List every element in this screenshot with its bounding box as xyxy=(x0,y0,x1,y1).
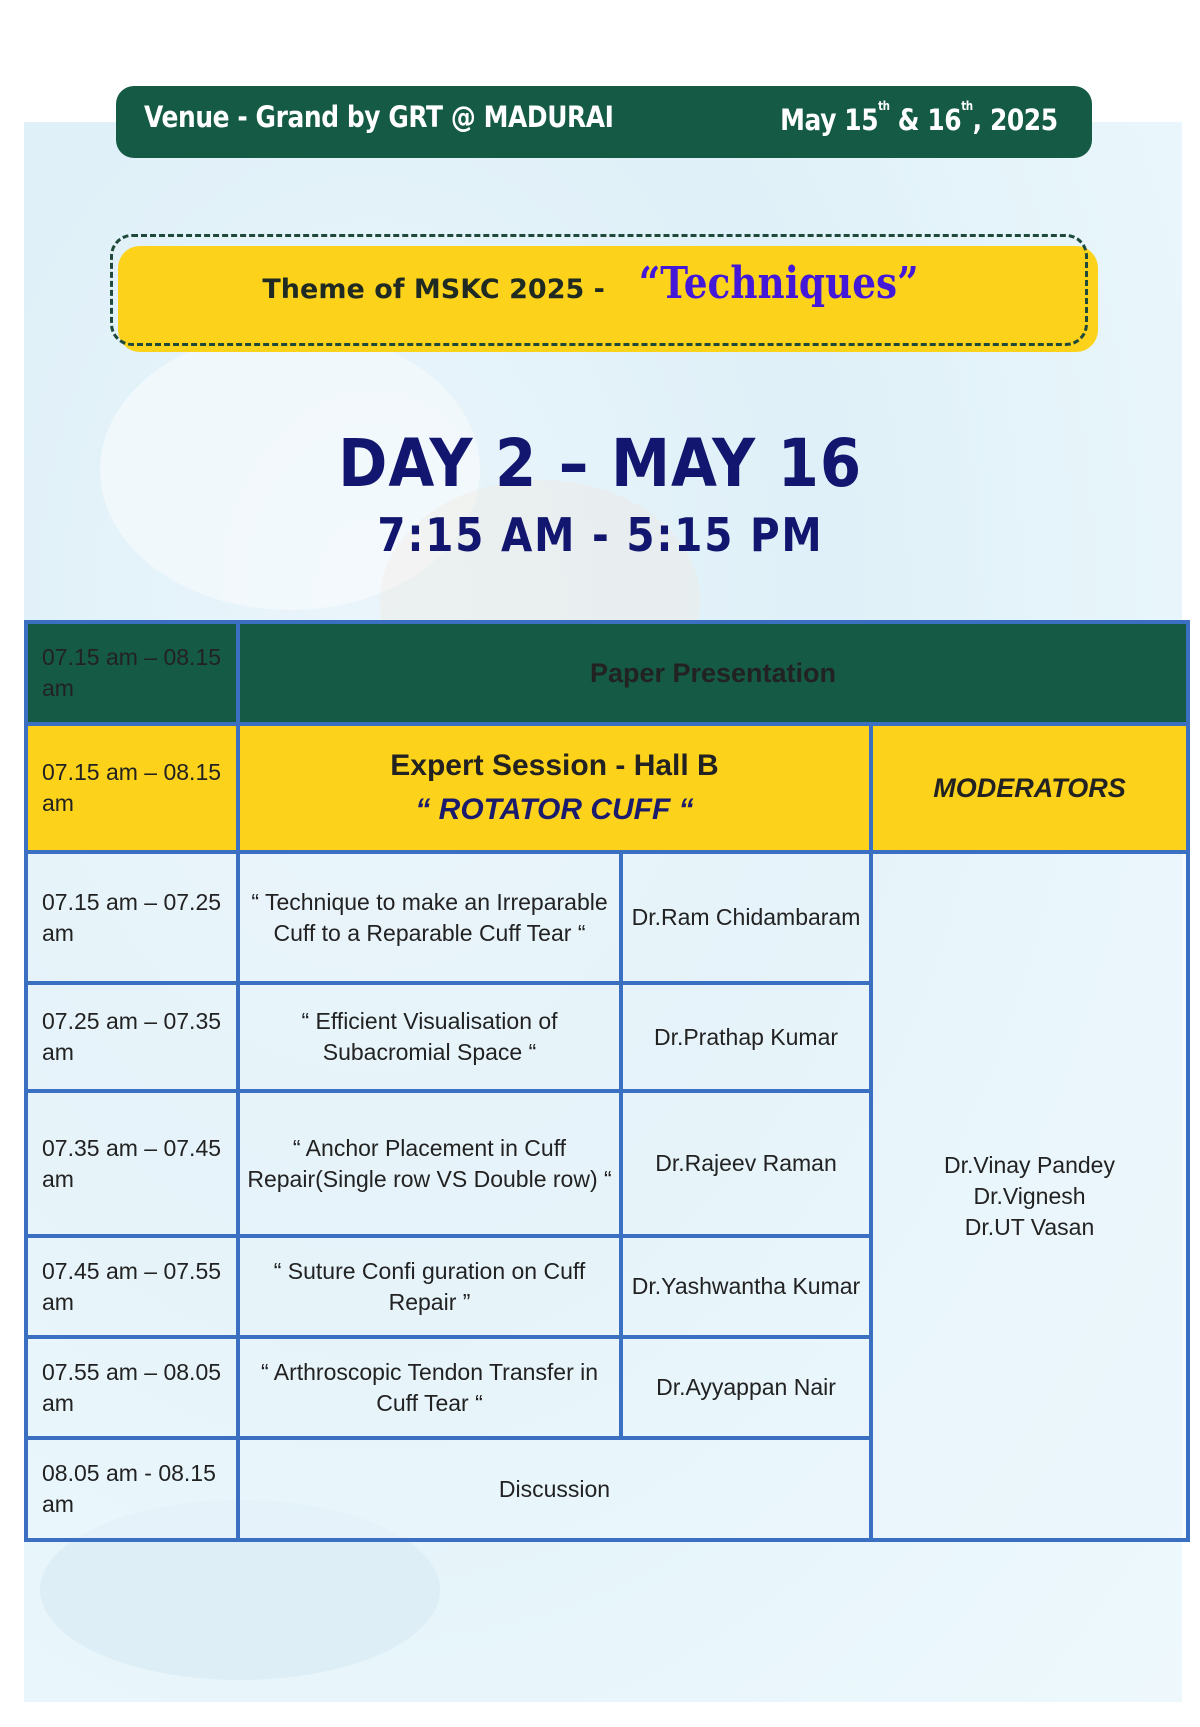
table-row xyxy=(26,724,1188,852)
venue-text: Venue - Grand by GRT @ MADURAI xyxy=(144,100,614,134)
event-dates: May 15th & 16th, 2025 xyxy=(780,99,1058,137)
discussion-cell: Discussion xyxy=(238,1438,871,1540)
time-cell: 07.35 am – 07.45 am xyxy=(26,1091,238,1236)
table-row xyxy=(26,622,1188,724)
time-cell: 08.05 am - 08.15 am xyxy=(26,1438,238,1540)
schedule-table xyxy=(24,620,1190,1542)
topic-cell: “ Efficient Visualisation of Subacromial Space “ xyxy=(238,983,621,1091)
moderators-list xyxy=(871,852,1188,1540)
topic-cell: “ Technique to make an Irreparable Cuff to a Reparable Cuff Tear “ xyxy=(238,852,621,983)
time-cell: 07.15 am – 07.25 am xyxy=(26,852,238,983)
day-time-range: 7:15 AM - 5:15 PM xyxy=(376,508,824,562)
time-cell: 07.15 am – 08.15 am xyxy=(26,622,238,724)
speaker-cell: Dr.Yashwantha Kumar xyxy=(621,1236,871,1337)
theme-label: Theme of MSKC 2025 - xyxy=(262,274,615,305)
speaker-cell: Dr.Ayyappan Nair xyxy=(621,1337,871,1438)
theme-text xyxy=(110,258,1096,309)
time-cell: 07.55 am – 08.05 am xyxy=(26,1337,238,1438)
speaker-cell: Dr.Ram Chidambaram xyxy=(621,852,871,983)
topic-cell: “ Arthroscopic Tendon Transfer in Cuff Tear “ xyxy=(238,1337,621,1438)
time-cell: 07.25 am – 07.35 am xyxy=(26,983,238,1091)
topic-cell: “ Anchor Placement in Cuff Repair(Single row VS Double row) “ xyxy=(238,1091,621,1236)
moderators-header: MODERATORS xyxy=(871,724,1188,852)
topic-cell: “ Suture Confi guration on Cuff Repair ” xyxy=(238,1236,621,1337)
moderator-name: Dr.UT Vasan xyxy=(964,1213,1095,1240)
moderator-name: Dr.Vignesh xyxy=(973,1182,1086,1209)
table-row xyxy=(26,852,1188,983)
speaker-cell: Dr.Prathap Kumar xyxy=(621,983,871,1091)
speaker-cell: Dr.Rajeev Raman xyxy=(621,1091,871,1236)
moderator-name: Dr.Vinay Pandey xyxy=(944,1151,1115,1178)
paper-presentation-title: Paper Presentation xyxy=(238,622,1188,724)
day-heading: DAY 2 – MAY 16 xyxy=(337,425,863,502)
time-cell: 07.45 am – 07.55 am xyxy=(26,1236,238,1337)
expert-session-title: Expert Session - Hall B “ ROTATOR CUFF “ xyxy=(238,724,871,852)
venue-banner xyxy=(116,86,1092,158)
theme-word: “Techniques” xyxy=(638,258,919,309)
theme-banner xyxy=(110,234,1096,354)
time-cell: 07.15 am – 08.15 am xyxy=(26,724,238,852)
